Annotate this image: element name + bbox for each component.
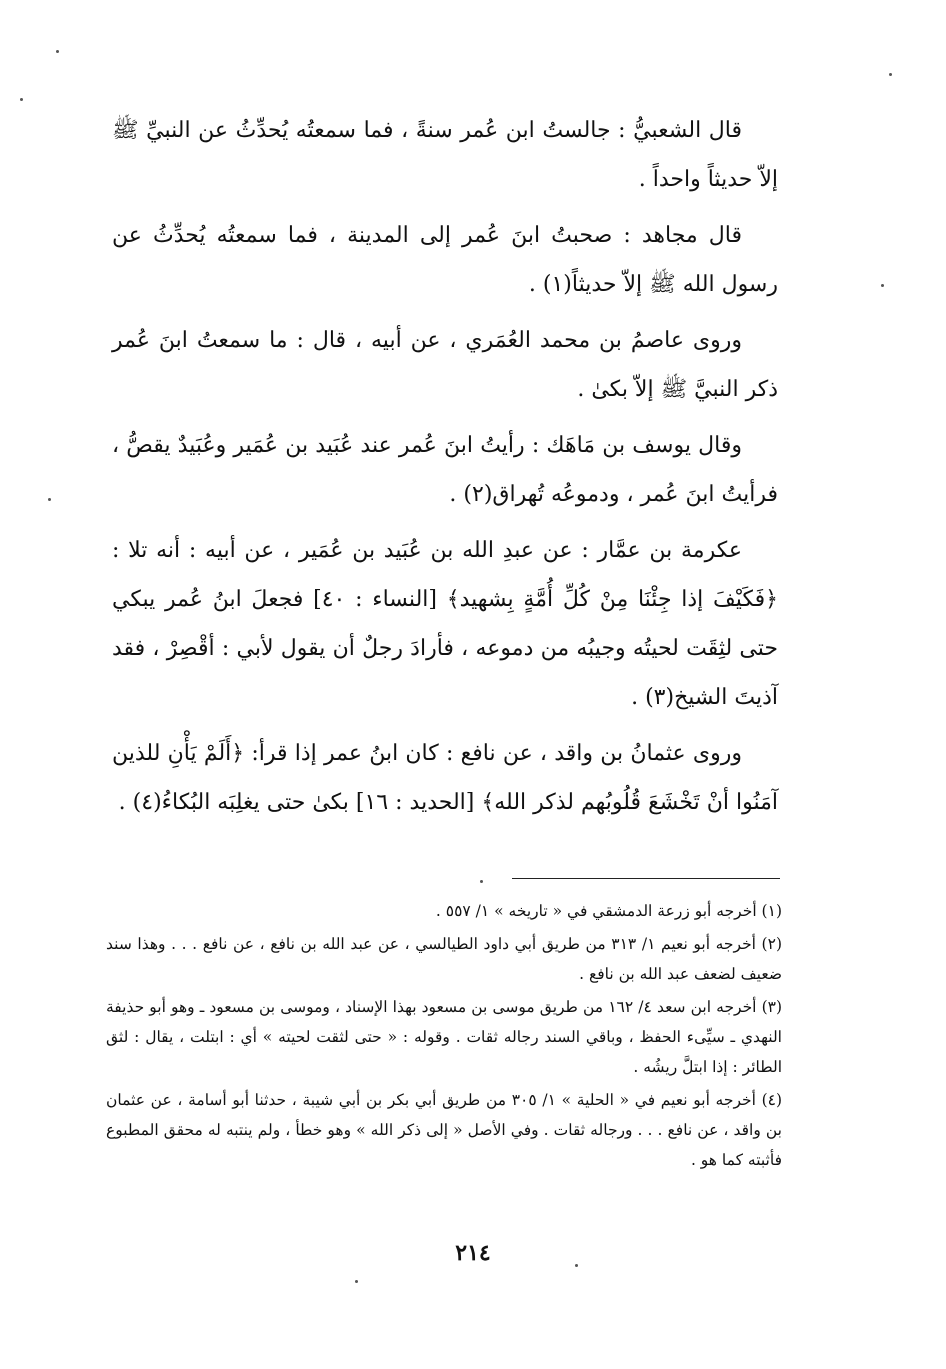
footnote-divider: [512, 878, 780, 879]
footnote-3: (٣) أخرجه ابن سعد ٤/ ١٦٢ من طريق موسى بن مسعود بهذا الإسناد ، وموسى بن مسعود ـ وهو أبو حذيفة النهدي ـ سيِّىء الحفظ ، وباقي السند رجاله ثقات . وقوله : « حتى لثقت لحيته » أي : ابتلت ، يقال : لثق الطائر : إذا ابتلَّ ريشُه .: [106, 998, 783, 1076]
scan-speck: [889, 73, 892, 76]
paragraph-mujahid: قال مجاهد : صحبتُ ابنَ عُمر إلى المدينة ، فما سمعتُه يُحدِّثُ عن رسول الله ﷺ إلاّ حديثاً(١) .: [112, 223, 778, 297]
scan-speck: [20, 98, 23, 101]
main-text: [112, 106, 778, 834]
paragraph-ikrima: عكرمة بن عمَّار : عن عبدِ الله بن عُبَيد بن عُمَير ، عن أبيه : أنه تلا : ﴿فَكَيْفَ إذا جِئْنَا مِنْ كُلِّ أُمَّةٍ بِشهيد﴾ [النساء : ٤٠] فجعلَ ابنُ عُمر يبكي حتى لثِقَت لحيتُه وجيبُه من دموعه ، فأرادَ رجلٌ أن يقول لأبي : أقْصِرْ ، فقد آذيتَ الشيخ(٣) .: [112, 538, 778, 710]
paragraph-shabi: قال الشعبيُّ : جالستُ ابن عُمر سنةً ، فما سمعتُه يُحدِّثُ عن النبيِّ ﷺ إلاّ حديثاً واحداً .: [112, 118, 778, 192]
footnote-4: (٤) أخرجه أبو نعيم في « الحلية » ١/ ٣٠٥ من طريق أبي بكر بن أبي شيبة ، حدثنا أبو أسامة ، عن عثمان بن واقد ، عن نافع . . . ورجاله ثقات . وفي الأصل « إلى ذكر الله » وهو خطأ ، ولم ينتبه له محقق المطبوع فأثبته كما هو .: [106, 1091, 783, 1169]
footnote-1: (١) أخرجه أبو زرعة الدمشقي في « تاريخه » ١/ ٥٥٧ .: [435, 902, 782, 920]
scan-speck: [881, 284, 884, 287]
paragraph-uthman: وروى عثمانُ بن واقد ، عن نافع : كان ابنُ عمر إذا قرأ: ﴿أَلَمْ يَأْنِ للذين آمَنُوا أنْ تَخْشَعَ قُلُوبُهم لذكر الله﴾ [الحديد : ١٦] بكىٰ حتى يغلِبَه البُكاءُ(٤) .: [112, 741, 778, 815]
footnotes: [106, 896, 782, 1178]
scan-speck: [575, 1264, 578, 1267]
footnote-2: (٢) أخرجه أبو نعيم ١/ ٣١٣ من طريق أبي داود الطيالسي ، عن عبد الله بن نافع ، عن نافع . . . وهذا سند ضعيف لضعف عبد الله بن نافع .: [106, 935, 782, 983]
paragraph-yusuf: وقال يوسف بن مَاهَك : رأيتُ ابنَ عُمر عند عُبَيد بن عُمَير وعُبَيدٌ يقصُّ ، فرأيتُ ابنَ عُمر ، ودموعُه تُهراق(٢) .: [112, 433, 778, 507]
page-number: ٢١٤: [455, 1240, 491, 1266]
scan-speck: [355, 1280, 358, 1283]
scan-speck: [56, 50, 59, 53]
scan-speck: [48, 498, 51, 501]
scan-speck: [480, 880, 483, 883]
paragraph-asim: وروى عاصمُ بن محمد العُمَري ، عن أبيه ، قال : ما سمعتُ ابنَ عُمر ذكر النبيَّ ﷺ إلاّ بكىٰ .: [112, 328, 778, 402]
